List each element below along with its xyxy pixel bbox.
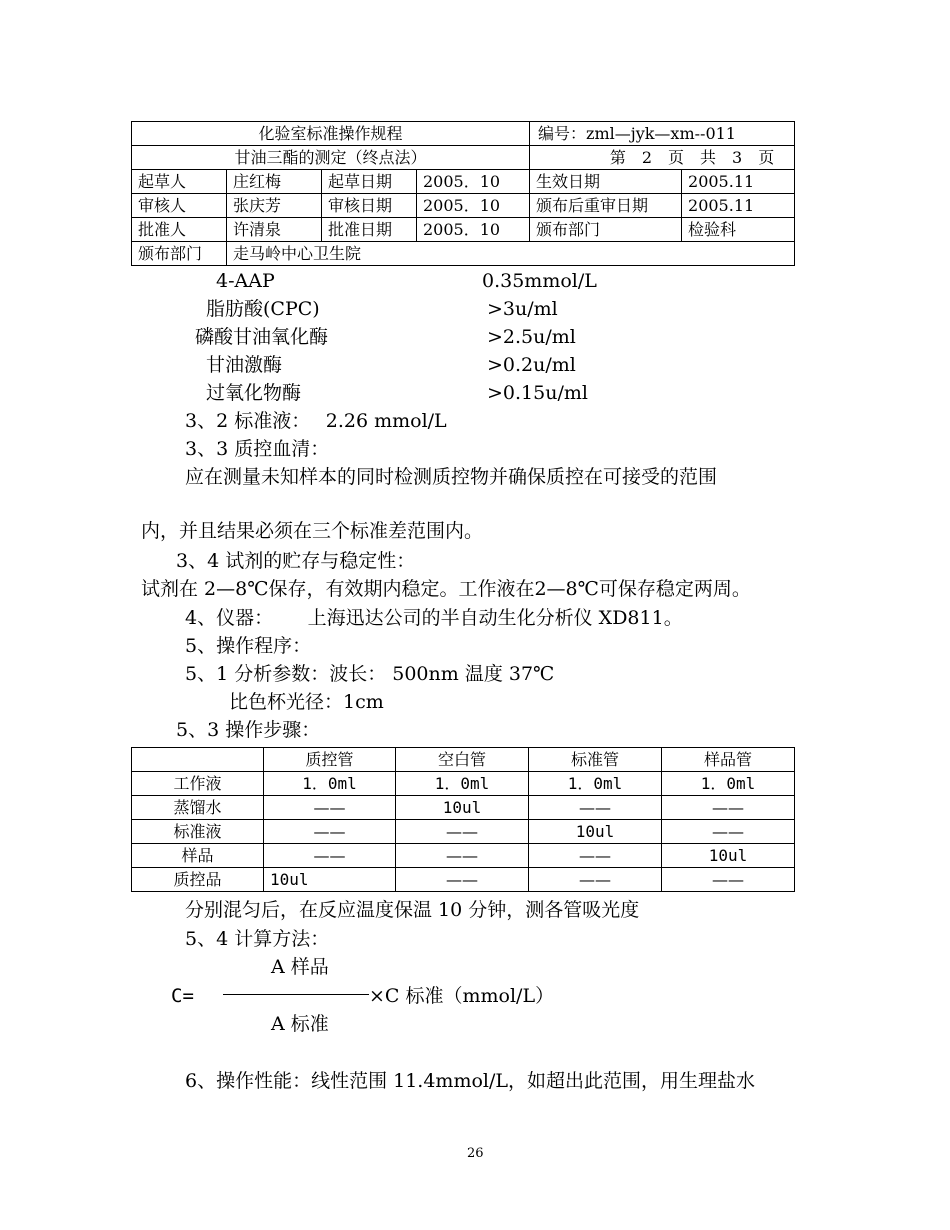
header-cell: 张庆芳 <box>227 194 322 218</box>
instrument: 4、仪器： 上海迅达公司的半自动生化分析仪 XD811。 <box>185 607 683 629</box>
row-label: 样品 <box>132 844 264 868</box>
table-header: 质控管 <box>264 748 396 772</box>
header-cell: 批准人 <box>132 218 227 242</box>
row-label: 蒸馏水 <box>132 796 264 820</box>
header-cell: 批准日期 <box>322 218 417 242</box>
qc-text-2: 内，并且结果必须在三个标准差范围内。 <box>141 520 484 542</box>
row-label: 标准液 <box>132 820 264 844</box>
table-header <box>132 748 264 772</box>
table-cell: —— <box>264 820 396 844</box>
table-cell: —— <box>529 844 662 868</box>
table-cell: —— <box>662 820 795 844</box>
header-row <box>132 194 795 218</box>
qc-text-1: 应在测量未知样本的同时检测质控物并确保质控在可接受的范围 <box>185 466 718 488</box>
header-table <box>131 121 795 266</box>
reagent-name: 过氧化物酶 <box>206 382 302 404</box>
table-cell: —— <box>396 868 529 892</box>
issuer-label: 颁布部门 <box>132 242 227 266</box>
doc-subtitle: 甘油三酯的测定（终点法） <box>132 146 530 170</box>
header-cell: 庄红梅 <box>227 170 322 194</box>
table-cell: —— <box>264 796 396 820</box>
table-cell: —— <box>529 868 662 892</box>
reagent-value: >0.2u/ml <box>487 354 576 376</box>
qc-serum-title: 3、3 质控血清： <box>185 438 330 460</box>
header-cell: 许清泉 <box>227 218 322 242</box>
table-row <box>132 796 795 820</box>
table-row <box>132 772 795 796</box>
row-label: 工作液 <box>132 772 264 796</box>
table-cell: —— <box>529 796 662 820</box>
page-info: 第 2 页 共 3 页 <box>530 146 795 170</box>
table-row <box>132 820 795 844</box>
table-cell: —— <box>662 796 795 820</box>
reagent-name: 甘油激酶 <box>206 354 283 376</box>
header-cell: 2005．10 <box>417 170 530 194</box>
table-row <box>132 844 795 868</box>
table-cell: 10ul <box>396 796 529 820</box>
reagent-name: 脂肪酸(CPC) <box>206 298 320 320</box>
header-row <box>132 218 795 242</box>
formula-multiplier: ×C 标准（mmol/L） <box>369 985 555 1007</box>
formula-denominator: A 标准 <box>271 1013 329 1035</box>
reagent-value: >3u/ml <box>487 298 558 320</box>
table-header: 标准管 <box>529 748 662 772</box>
formula-c-eq: C= <box>171 985 194 1007</box>
table-cell: 1．0ml <box>662 772 795 796</box>
reagent-value: 0.35mmol/L <box>482 270 597 292</box>
header-cell: 颁布部门 <box>530 218 682 242</box>
header-row <box>132 170 795 194</box>
header-cell: 颁布后重审日期 <box>530 194 682 218</box>
header-cell: 起草日期 <box>322 170 417 194</box>
header-cell: 审核日期 <box>322 194 417 218</box>
table-row <box>132 868 795 892</box>
storage-text: 试剂在 2—8℃保存，有效期内稳定。工作液在2—8℃可保存稳定两周。 <box>141 578 751 600</box>
steps-table <box>131 747 795 892</box>
fraction-line <box>223 994 369 995</box>
table-cell: 1．0ml <box>529 772 662 796</box>
mix-text: 分别混匀后，在反应温度保温 10 分钟，测各管吸光度 <box>185 899 640 921</box>
header-cell: 2005．10 <box>417 218 530 242</box>
table-cell: —— <box>396 844 529 868</box>
table-header: 空白管 <box>396 748 529 772</box>
reagent-value: >2.5u/ml <box>487 326 576 348</box>
formula-numerator: A 样品 <box>271 956 329 978</box>
performance-text: 6、操作性能：线性范围 11.4mmol/L，如超出此范围，用生理盐水 <box>185 1070 756 1092</box>
steps-title: 5、3 操作步骤： <box>176 719 321 741</box>
row-label: 质控品 <box>132 868 264 892</box>
std-solution: 3、2 标准液： 2.26 mmol/L <box>185 410 447 432</box>
calc-title: 5、4 计算方法： <box>185 928 330 950</box>
header-cell: 生效日期 <box>530 170 682 194</box>
analysis-params: 5、1 分析参数：波长： 500nm 温度 37℃ <box>185 663 555 685</box>
reagent-name: 4-AAP <box>216 270 275 292</box>
header-cell: 2005.11 <box>682 170 795 194</box>
table-cell: —— <box>396 820 529 844</box>
table-header-row <box>132 748 795 772</box>
header-cell: 检验科 <box>682 218 795 242</box>
table-cell: 1．0ml <box>396 772 529 796</box>
doc-code: 编号：zml—jyk—xm--011 <box>530 122 795 146</box>
header-cell: 审核人 <box>132 194 227 218</box>
table-cell: —— <box>662 868 795 892</box>
cuvette-path: 比色杯光径：1cm <box>229 691 384 713</box>
table-cell: —— <box>264 844 396 868</box>
procedure-title: 5、操作程序： <box>185 635 312 657</box>
reagent-value: >0.15u/ml <box>487 382 588 404</box>
storage-title: 3、4 试剂的贮存与稳定性： <box>176 550 416 572</box>
reagent-name: 磷酸甘油氧化酶 <box>195 326 329 348</box>
header-cell: 2005.11 <box>682 194 795 218</box>
issuer-value: 走马岭中心卫生院 <box>227 242 795 266</box>
header-cell: 起草人 <box>132 170 227 194</box>
table-cell: 1．0ml <box>264 772 396 796</box>
table-cell: 10ul <box>529 820 662 844</box>
table-cell: 10ul <box>264 868 396 892</box>
page-number: 26 <box>467 1146 484 1161</box>
header-cell: 2005．10 <box>417 194 530 218</box>
table-cell: 10ul <box>662 844 795 868</box>
table-header: 样品管 <box>662 748 795 772</box>
doc-title: 化验室标准操作规程 <box>132 122 530 146</box>
